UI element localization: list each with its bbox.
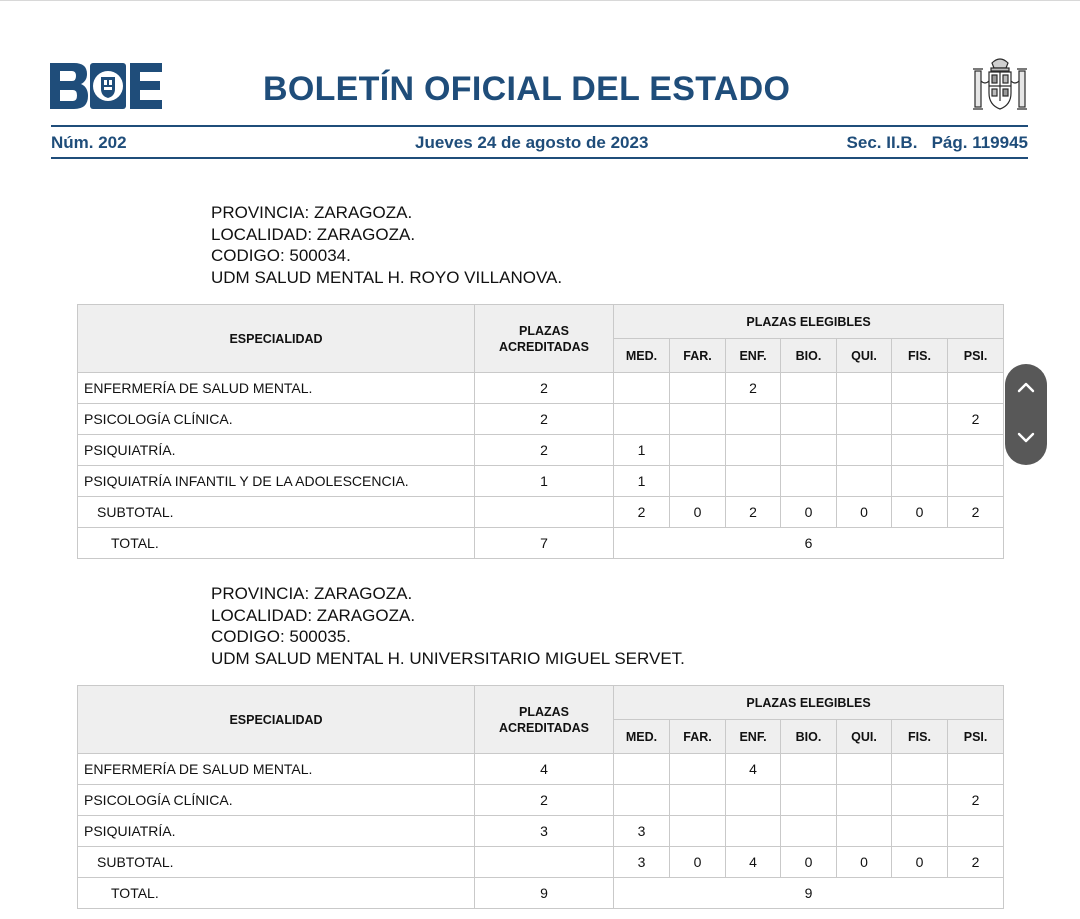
header-plazas-elegibles: PLAZAS ELEGIBLES <box>614 305 1004 339</box>
header-especialidad: ESPECIALIDAD <box>78 686 475 754</box>
elegible-cell: 3 <box>614 847 670 878</box>
header-col-psi: PSI. <box>948 720 1004 754</box>
header-plazas-elegibles: PLAZAS ELEGIBLES <box>614 686 1004 720</box>
subtotal-row <box>78 847 1004 878</box>
elegibles-total-cell: 6 <box>614 528 1004 559</box>
especialidad-cell: PSICOLOGÍA CLÍNICA. <box>78 404 475 435</box>
elegibles-total-cell: 9 <box>614 878 1004 909</box>
codigo-line: CODIGO: 500035. <box>211 627 351 647</box>
elegible-cell: 2 <box>948 404 1004 435</box>
header-col-far: FAR. <box>670 339 726 373</box>
header-plazas-line2: ACREDITADAS <box>498 339 590 354</box>
elegible-cell: 4 <box>726 847 781 878</box>
elegible-cell <box>614 404 670 435</box>
coat-of-arms-icon <box>970 55 1030 115</box>
especialidad-cell: PSIQUIATRÍA INFANTIL Y DE LA ADOLESCENCIA. <box>78 466 475 497</box>
elegible-cell <box>670 816 726 847</box>
elegible-cell <box>781 466 837 497</box>
elegible-cell <box>726 466 781 497</box>
elegible-cell <box>670 785 726 816</box>
acreditadas-cell: 4 <box>475 754 614 785</box>
elegible-cell <box>948 435 1004 466</box>
header-especialidad: ESPECIALIDAD <box>78 305 475 373</box>
table-row <box>78 435 1004 466</box>
elegible-cell: 4 <box>726 754 781 785</box>
page-scroll-control <box>1005 364 1047 465</box>
provincia-line: PROVINCIA: ZARAGOZA. <box>211 584 413 603</box>
header-col-qui: QUI. <box>837 339 892 373</box>
chevron-up-icon <box>1017 381 1035 393</box>
elegible-cell <box>670 404 726 435</box>
localidad-line: LOCALIDAD: ZARAGOZA. <box>211 605 416 625</box>
elegible-cell: 0 <box>670 847 726 878</box>
subtotal-label: SUBTOTAL. <box>78 847 475 878</box>
header-col-psi: PSI. <box>948 339 1004 373</box>
acreditadas-cell <box>475 847 614 878</box>
section-page: Sec. II.B. Pág. 119945 <box>846 133 1028 152</box>
acreditadas-cell: 2 <box>475 435 614 466</box>
elegible-cell <box>837 373 892 404</box>
elegible-cell <box>726 785 781 816</box>
acreditadas-cell: 2 <box>475 785 614 816</box>
elegible-cell <box>670 373 726 404</box>
elegible-cell <box>837 754 892 785</box>
header-col-bio: BIO. <box>781 339 837 373</box>
subtotal-row <box>78 497 1004 528</box>
total-label: TOTAL. <box>78 878 475 909</box>
codigo-line: CODIGO: 500034. <box>211 246 351 266</box>
elegible-cell <box>948 466 1004 497</box>
header-rule-top <box>51 125 1028 127</box>
elegible-cell: 0 <box>781 847 837 878</box>
elegible-cell <box>781 404 837 435</box>
elegible-cell: 2 <box>948 847 1004 878</box>
header-col-enf: ENF. <box>726 339 781 373</box>
elegible-cell: 0 <box>781 497 837 528</box>
elegible-cell <box>837 785 892 816</box>
center-name-line: UDM SALUD MENTAL H. ROYO VILLANOVA. <box>211 268 563 288</box>
elegible-cell: 1 <box>614 466 670 497</box>
elegible-cell <box>892 373 948 404</box>
elegible-cell: 2 <box>614 497 670 528</box>
elegible-cell: 0 <box>892 497 948 528</box>
elegible-cell <box>726 435 781 466</box>
plazas-table <box>77 685 1004 909</box>
elegible-cell <box>614 785 670 816</box>
page-top-edge <box>0 0 1080 1</box>
elegible-cell <box>726 816 781 847</box>
acreditadas-cell: 3 <box>475 816 614 847</box>
elegible-cell: 0 <box>837 497 892 528</box>
header-plazas-line1: PLAZAS <box>519 323 569 338</box>
chevron-down-icon <box>1017 432 1035 444</box>
acreditadas-cell <box>475 497 614 528</box>
elegible-cell <box>892 754 948 785</box>
header-plazas-line1: PLAZAS <box>519 704 569 719</box>
elegible-cell <box>781 785 837 816</box>
plazas-table <box>77 304 1004 559</box>
table-row <box>78 373 1004 404</box>
elegible-cell <box>670 466 726 497</box>
document-title: BOLETÍN OFICIAL DEL ESTADO <box>263 70 791 108</box>
header-col-fis: FIS. <box>892 720 948 754</box>
table-row <box>78 466 1004 497</box>
header-col-qui: QUI. <box>837 720 892 754</box>
total-label: TOTAL. <box>78 528 475 559</box>
elegible-cell <box>781 754 837 785</box>
elegible-cell <box>670 754 726 785</box>
elegible-cell <box>892 404 948 435</box>
elegible-cell: 2 <box>726 373 781 404</box>
boe-logo-icon <box>50 63 162 109</box>
header-col-med: MED. <box>614 720 670 754</box>
elegible-cell <box>948 816 1004 847</box>
elegible-cell <box>837 404 892 435</box>
localidad-line: LOCALIDAD: ZARAGOZA. <box>211 224 416 244</box>
especialidad-cell: PSIQUIATRÍA. <box>78 816 475 847</box>
elegible-cell <box>614 373 670 404</box>
elegible-cell: 0 <box>892 847 948 878</box>
scroll-down-button[interactable] <box>1005 415 1047 465</box>
center-info-block <box>211 202 562 289</box>
elegible-cell: 3 <box>614 816 670 847</box>
elegible-cell <box>781 435 837 466</box>
issue-date: Jueves 24 de agosto de 2023 <box>415 133 649 152</box>
header-col-bio: BIO. <box>781 720 837 754</box>
elegible-cell <box>892 816 948 847</box>
especialidad-cell: ENFERMERÍA DE SALUD MENTAL. <box>78 373 475 404</box>
especialidad-cell: PSIQUIATRÍA. <box>78 435 475 466</box>
elegible-cell <box>892 785 948 816</box>
header-col-med: MED. <box>614 339 670 373</box>
acreditadas-cell: 7 <box>475 528 614 559</box>
table-row <box>78 404 1004 435</box>
elegible-cell: 1 <box>614 435 670 466</box>
elegible-cell: 2 <box>726 497 781 528</box>
center-name-line: UDM SALUD MENTAL H. UNIVERSITARIO MIGUEL SERVET. <box>211 649 685 669</box>
header-plazas-acreditadas <box>475 686 614 754</box>
elegible-cell <box>781 373 837 404</box>
scroll-up-button[interactable] <box>1005 364 1047 414</box>
acreditadas-cell: 2 <box>475 373 614 404</box>
elegible-cell <box>726 404 781 435</box>
header-plazas-acreditadas <box>475 305 614 373</box>
table-row <box>78 754 1004 785</box>
boe-logo <box>50 63 162 109</box>
header-plazas-line2: ACREDITADAS <box>498 720 590 735</box>
elegible-cell <box>892 466 948 497</box>
acreditadas-cell: 2 <box>475 404 614 435</box>
acreditadas-cell: 9 <box>475 878 614 909</box>
table-row <box>78 816 1004 847</box>
elegible-cell <box>948 373 1004 404</box>
header-col-far: FAR. <box>670 720 726 754</box>
subtotal-label: SUBTOTAL. <box>78 497 475 528</box>
elegible-cell: 0 <box>837 847 892 878</box>
elegible-cell <box>892 435 948 466</box>
table-row <box>78 785 1004 816</box>
elegible-cell: 2 <box>948 785 1004 816</box>
acreditadas-cell: 1 <box>475 466 614 497</box>
header-col-enf: ENF. <box>726 720 781 754</box>
especialidad-cell: PSICOLOGÍA CLÍNICA. <box>78 785 475 816</box>
elegible-cell <box>837 466 892 497</box>
especialidad-cell: ENFERMERÍA DE SALUD MENTAL. <box>78 754 475 785</box>
elegible-cell <box>837 816 892 847</box>
header-rule-bottom <box>51 157 1028 159</box>
header-col-fis: FIS. <box>892 339 948 373</box>
elegible-cell <box>837 435 892 466</box>
elegible-cell <box>670 435 726 466</box>
total-row <box>78 528 1004 559</box>
elegible-cell: 0 <box>670 497 726 528</box>
provincia-line: PROVINCIA: ZARAGOZA. <box>211 203 413 222</box>
elegible-cell <box>948 754 1004 785</box>
total-row <box>78 878 1004 909</box>
elegible-cell <box>781 816 837 847</box>
issue-number: Núm. 202 <box>51 133 127 152</box>
elegible-cell: 2 <box>948 497 1004 528</box>
center-info-block <box>211 583 685 670</box>
elegible-cell <box>614 754 670 785</box>
